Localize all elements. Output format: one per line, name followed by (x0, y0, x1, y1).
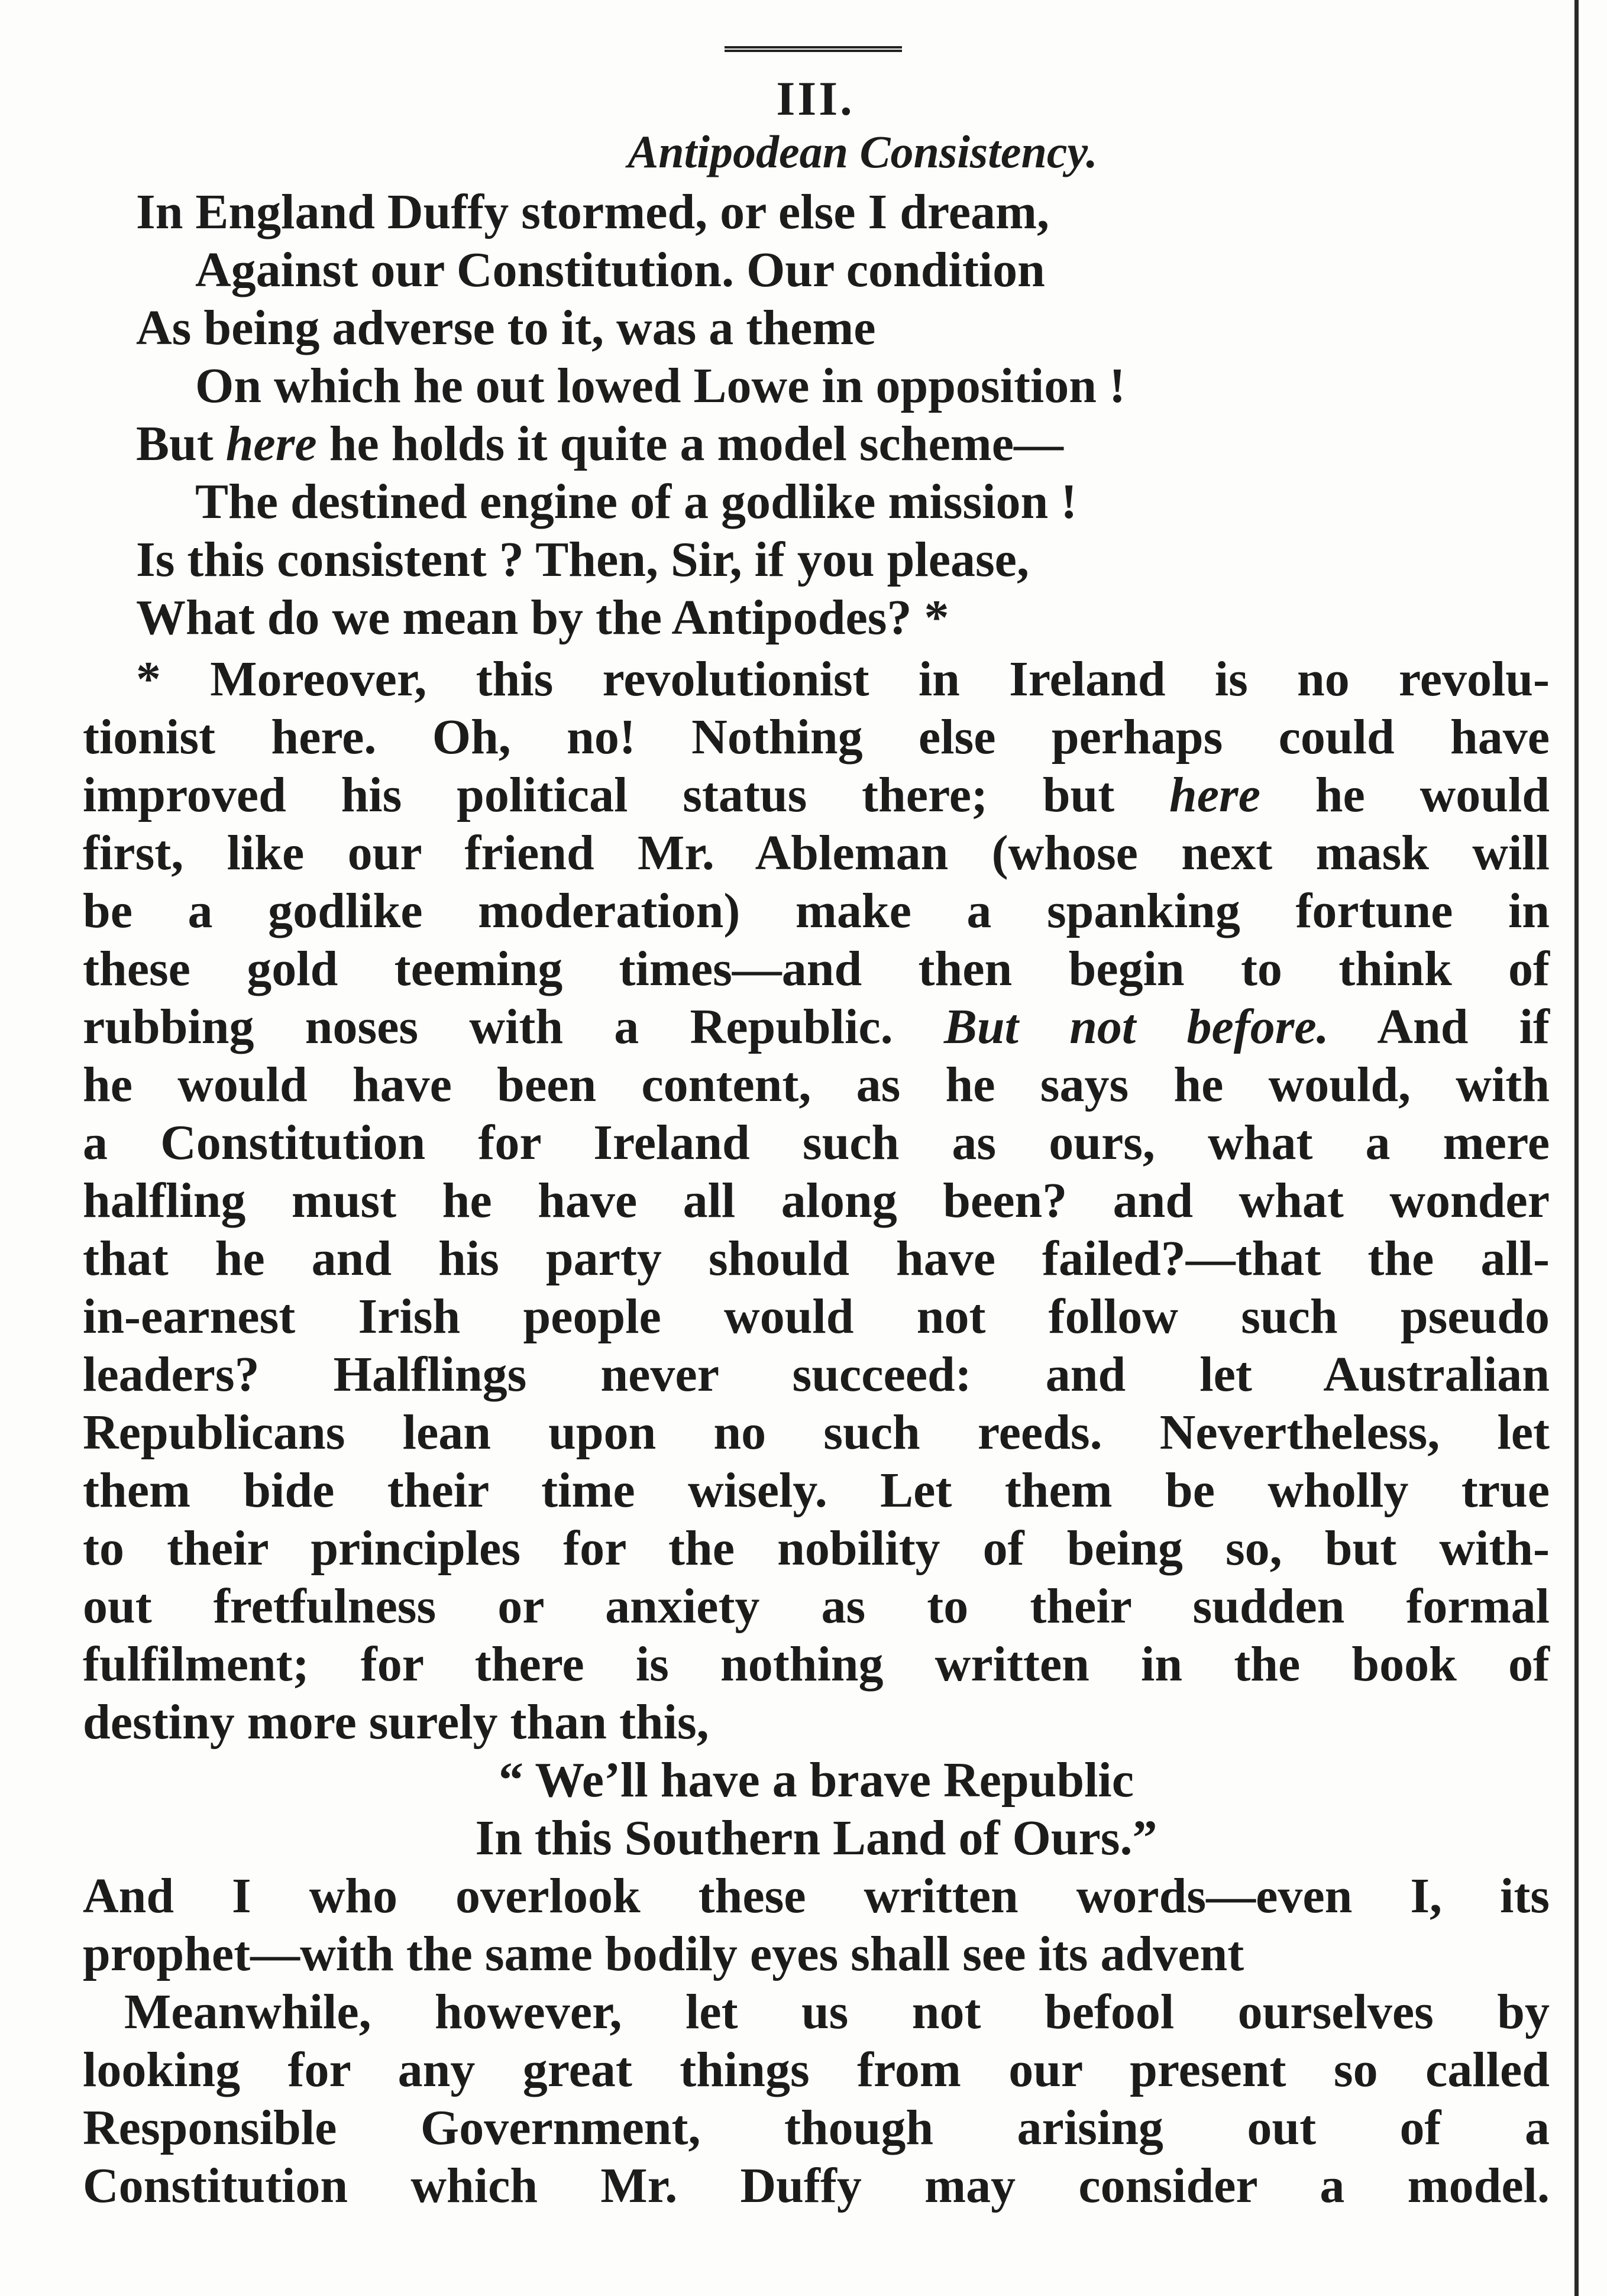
verse-emphasis: here (225, 416, 317, 471)
verse-line: On which he out lowed Lowe in opposition ! (195, 358, 1126, 413)
footnote-line: Constitution which Mr. Duffy may consider a model. (83, 2158, 1550, 2213)
footnote-text: improved his political status there; but (83, 768, 1170, 822)
footnote-line: Responsible Government, though arising out of a (83, 2100, 1550, 2155)
verse-block (0, 183, 1573, 647)
footnote-line: in-earnest Irish people would not follow such pseudo (83, 1289, 1550, 1344)
footnote-line: be a godlike moderation) make a spanking fortune in (83, 883, 1550, 938)
footnote-line: these gold teeming times—and then begin to think of (83, 941, 1550, 996)
footnote-line: out fretfulness or anxiety as to their sudden formal (83, 1579, 1550, 1634)
footnote-line: to their principles for the nobility of being so, but with- (83, 1521, 1550, 1576)
verse-line: In England Duffy stormed, or else I dream, (136, 184, 1049, 239)
footnote-line: looking for any great things from our present so called (83, 2042, 1550, 2097)
footnote-text: rubbing noses with a Republic. (83, 999, 944, 1054)
verse-text: holds it quite a model scheme— (391, 416, 1064, 471)
verse-line: Against our Constitution. Our condition (195, 242, 1045, 297)
footnote-line: tionist here. Oh, no! Nothing else perhaps could have (83, 710, 1550, 765)
footnote-line: * Moreover, this revolutionist in Ireland is no revolu- (136, 652, 1550, 707)
footnote-line (83, 766, 1550, 824)
verse-line: Is this consistent ? Then, Sir, if you please, (136, 532, 1029, 587)
footnote-line: And I who overlook these written words—even I, its (83, 1868, 1550, 1923)
footnote-line: them bide their time wisely. Let them be wholly true (83, 1463, 1550, 1518)
footnote-line: prophet—with the same bodily eyes shall see its advent (83, 1926, 1244, 1981)
footnote-block (83, 650, 1550, 2215)
footnote-emphasis: here (1169, 768, 1260, 822)
footnote-line: fulfilment; for there is nothing written in the book of (83, 1637, 1550, 1692)
verse-line (0, 415, 1573, 473)
section-numeral: III. (776, 72, 855, 125)
footnote-text: he would (1260, 768, 1550, 822)
section-title: Antipodean Consistency. (628, 126, 1098, 177)
verse-text: But (136, 416, 226, 471)
footnote-line: first, like our friend Mr. Ableman (whose next mask will (83, 825, 1550, 880)
quote-line: In this Southern Land of Ours.” (475, 1811, 1157, 1866)
footnote-line: that he and his party should have failed?—that the all- (83, 1231, 1550, 1286)
section-divider (725, 46, 902, 52)
footnote-line: destiny more surely than this, (83, 1695, 709, 1750)
verse-line: What do we mean by the Antipodes? * (136, 590, 949, 645)
footnote-emphasis: But not before. (943, 999, 1329, 1054)
footnote-text: And if (1328, 999, 1550, 1054)
footnote-line: Meanwhile, however, let us not befool ourselves by (124, 1984, 1550, 2039)
verse-line: As being adverse to it, was a theme (136, 300, 876, 355)
footnote-line (83, 998, 1550, 1056)
footnote-line: he would have been content, as he says he would, with (83, 1057, 1550, 1112)
footnote-line: leaders? Halflings never succeed: and let Australian (83, 1347, 1550, 1402)
column-rule (1574, 0, 1579, 2296)
quote-line: “ We’ll have a brave Republic (498, 1753, 1134, 1808)
footnote-line: Republicans lean upon no such reeds. Nevertheless, let (83, 1405, 1550, 1460)
verse-text: he (316, 416, 392, 471)
footnote-line: a Constitution for Ireland such as ours, what a mere (83, 1115, 1550, 1170)
footnote-line: halfling must he have all along been? and what wonder (83, 1173, 1550, 1228)
verse-line: The destined engine of a godlike mission ! (195, 474, 1078, 529)
